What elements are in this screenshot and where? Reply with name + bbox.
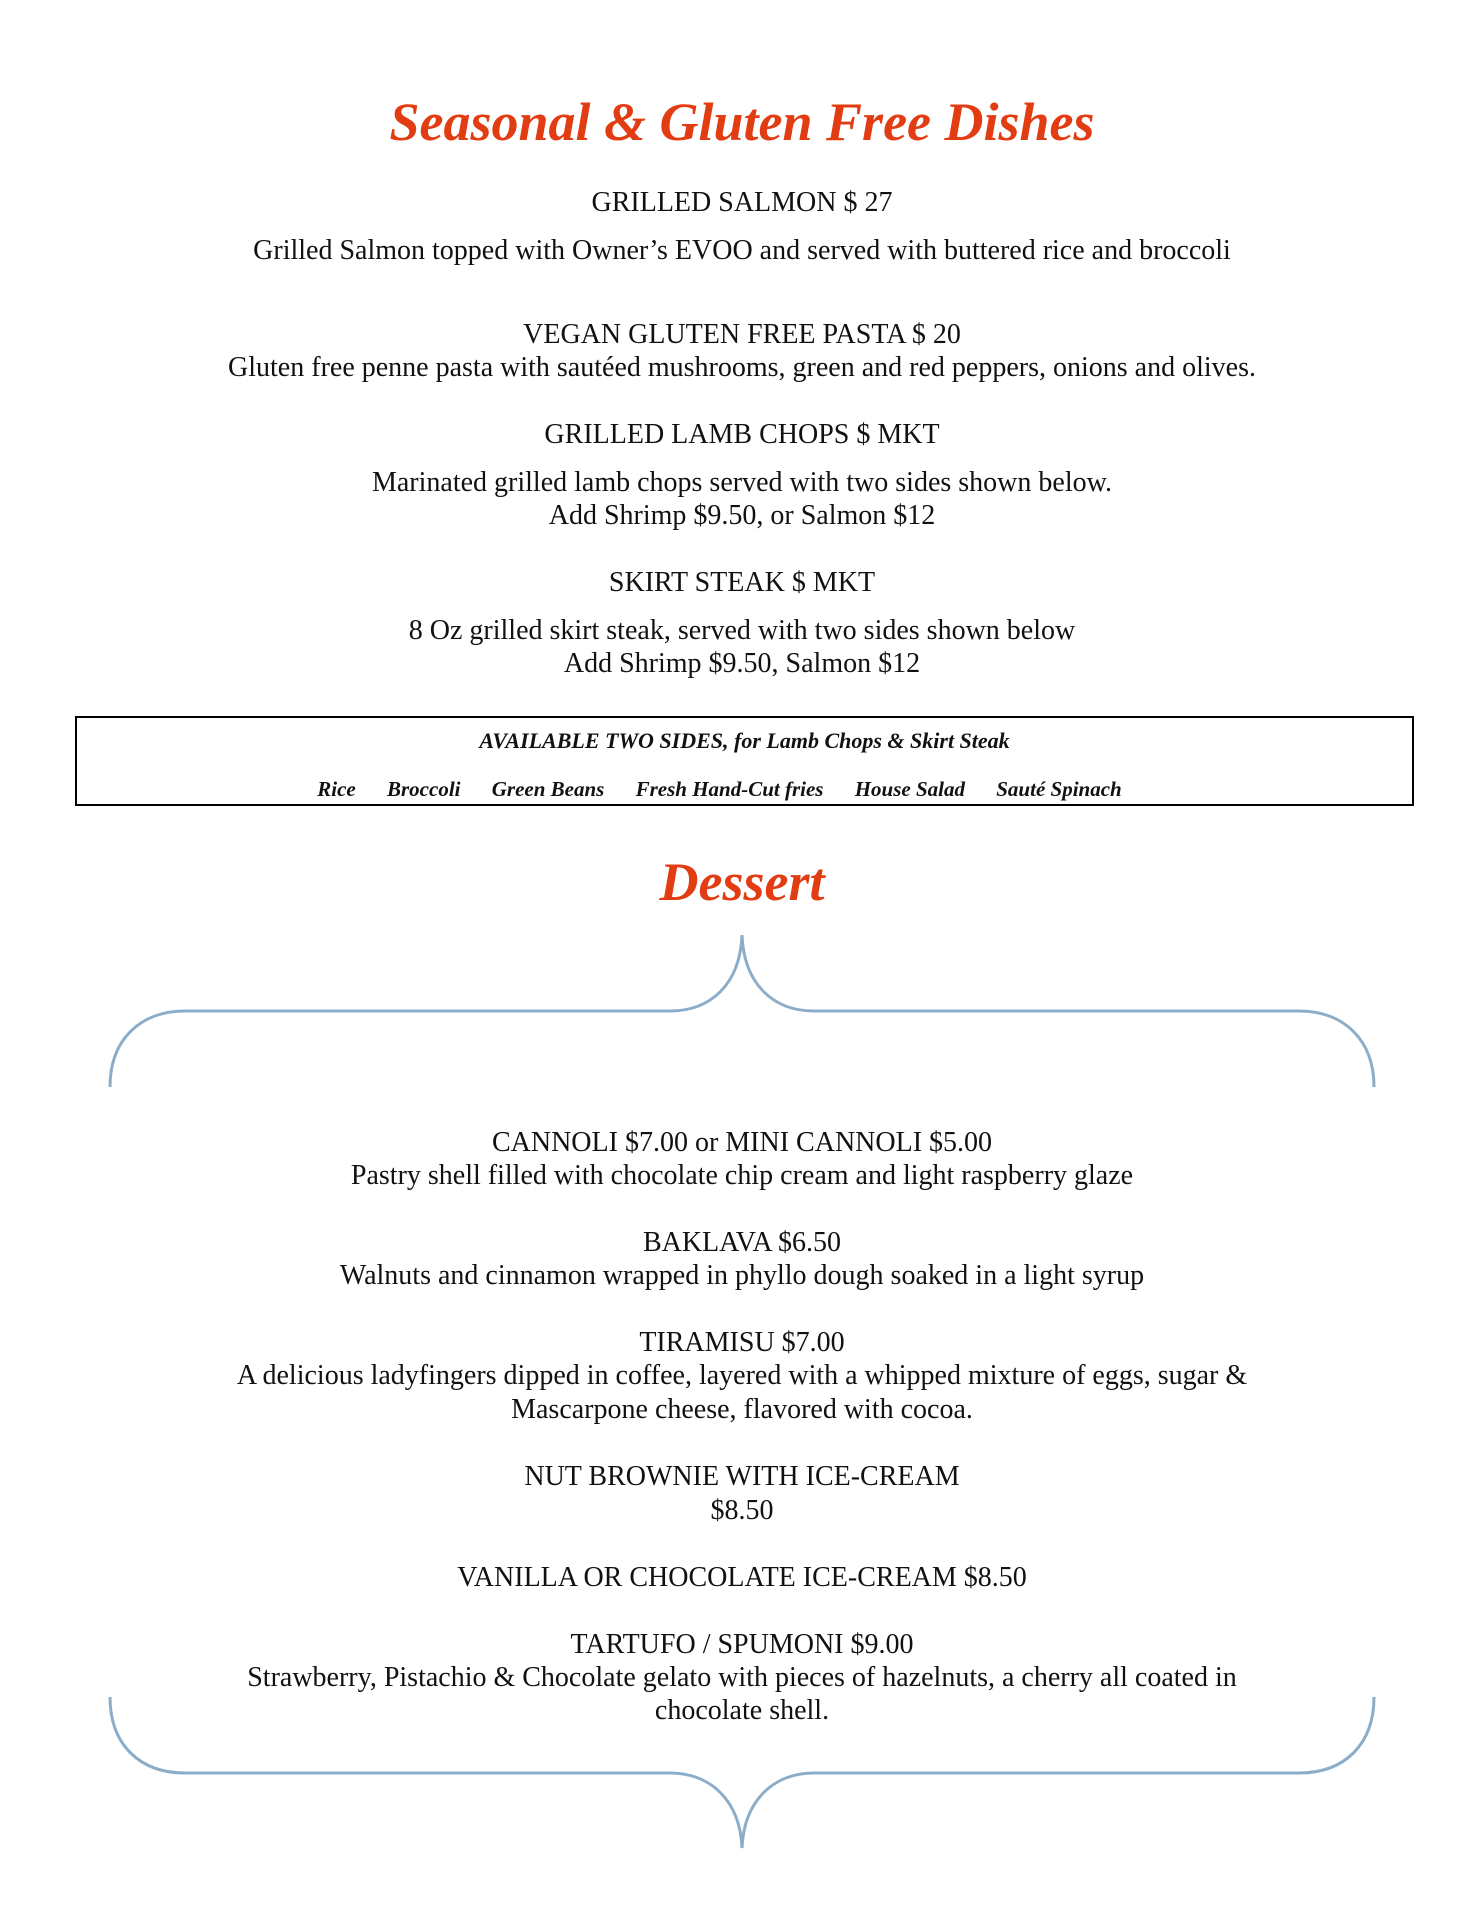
dish-desc-lamb-chops-line1: Marinated grilled lamb chops served with two sides shown below. [371,467,1113,498]
dish-name-grilled-salmon: GRILLED SALMON $ 27 [591,187,893,218]
dessert-desc-tartufo-line1: Strawberry, Pistachio & Chocolate gelato with pieces of hazelnuts, a cherry all coated in [247,1662,1237,1693]
seasonal-title: Seasonal & Gluten Free Dishes [389,92,1095,152]
dish-name-lamb-chops: GRILLED LAMB CHOPS $ MKT [544,419,940,450]
side-item-rice: Rice [317,777,356,801]
dessert-name-tiramisu: TIRAMISU $7.00 [639,1327,845,1358]
dessert-desc-tartufo-line2: chocolate shell. [654,1695,830,1726]
dessert-desc-tiramisu-line2: Mascarpone cheese, flavored with cocoa. [511,1394,973,1425]
dish-desc-skirt-steak-line2: Add Shrimp $9.50, Salmon $12 [563,648,921,679]
side-item-green-beans: Green Beans [491,777,605,801]
top-bracket-icon [110,935,1374,1087]
dish-name-skirt-steak: SKIRT STEAK $ MKT [608,567,876,598]
side-item-fries: Fresh Hand-Cut fries [635,777,824,801]
side-item-broccoli: Broccoli [387,777,461,801]
dessert-name-ice-cream: VANILLA OR CHOCOLATE ICE-CREAM $8.50 [457,1562,1027,1593]
side-item-house-salad: House Salad [854,777,965,801]
dish-desc-vegan-pasta: Gluten free penne pasta with sautéed mushrooms, green and red peppers, onions and olives. [228,352,1256,383]
dish-desc-grilled-salmon: Grilled Salmon topped with Owner’s EVOO and served with buttered rice and broccoli [253,235,1231,266]
dessert-title: Dessert [659,852,825,912]
dessert-name-nut-brownie: NUT BROWNIE WITH ICE-CREAM [524,1461,960,1492]
dessert-price-nut-brownie: $8.50 [710,1495,774,1526]
side-item-saute-spinach: Sauté Spinach [996,777,1122,801]
dessert-desc-baklava: Walnuts and cinnamon wrapped in phyllo dough soaked in a light syrup [339,1260,1145,1291]
dish-desc-lamb-chops-line2: Add Shrimp $9.50, or Salmon $12 [548,500,936,531]
dessert-desc-cannoli: Pastry shell filled with chocolate chip cream and light raspberry glaze [350,1160,1134,1191]
dessert-name-cannoli: CANNOLI $7.00 or MINI CANNOLI $5.00 [491,1127,993,1158]
dish-name-vegan-pasta: VEGAN GLUTEN FREE PASTA $ 20 [523,319,961,350]
dessert-name-baklava: BAKLAVA $6.50 [642,1227,842,1258]
sides-title: AVAILABLE TWO SIDES, for Lamb Chops & Skirt Steak [479,728,1010,753]
dessert-desc-tiramisu-line1: A delicious ladyfingers dipped in coffee, layered with a whipped mixture of eggs, sugar & [236,1360,1248,1391]
dessert-name-tartufo: TARTUFO / SPUMONI $9.00 [570,1629,914,1660]
dish-desc-skirt-steak-line1: 8 Oz grilled skirt steak, served with two sides shown below [408,615,1076,646]
